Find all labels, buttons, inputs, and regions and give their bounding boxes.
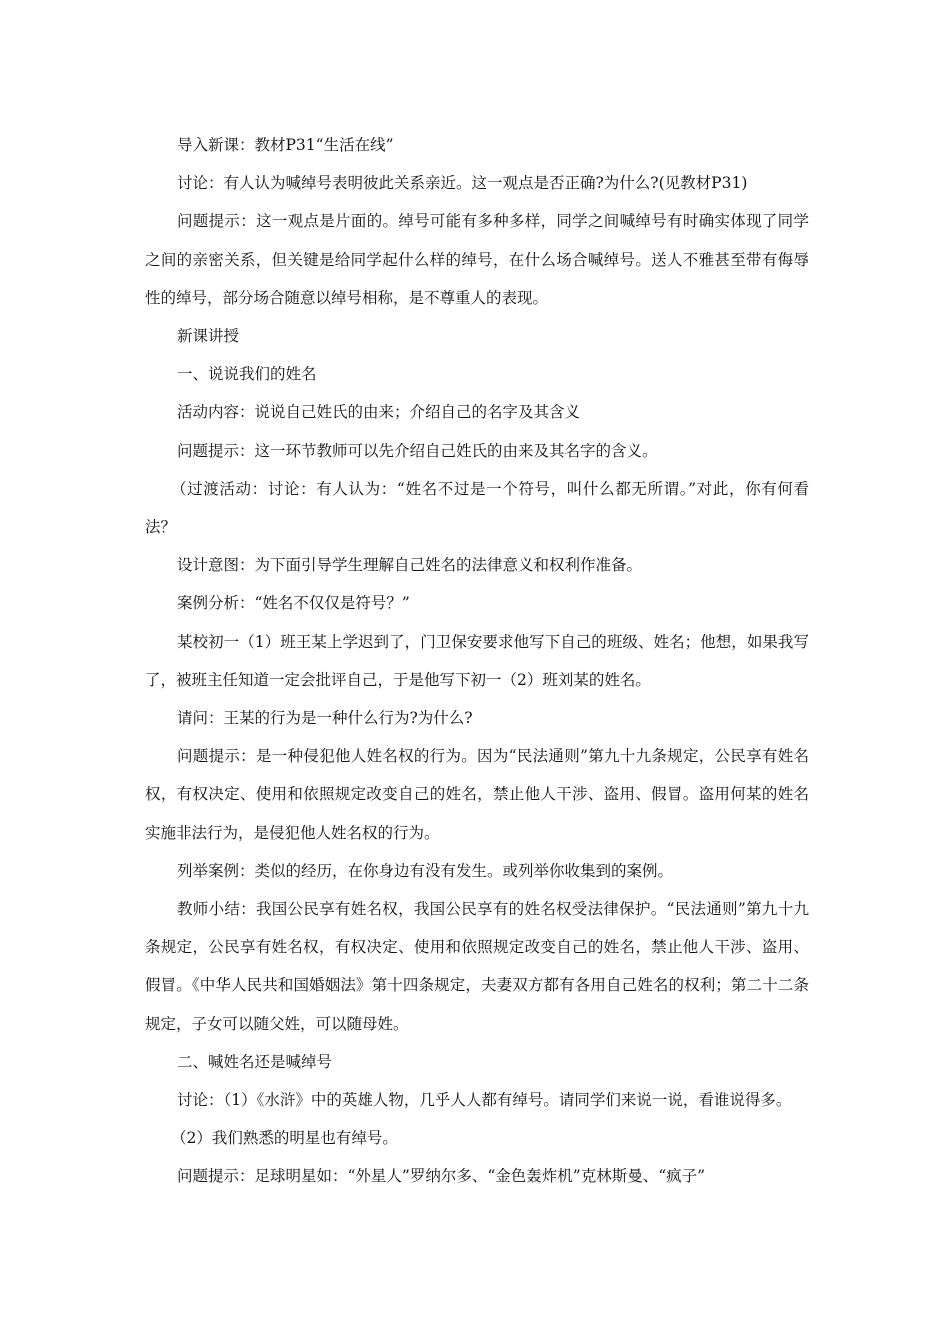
paragraph-teacher-summary: 教师小结：我国公民享有姓名权，我国公民享有的姓名权受法律保护。“民法通则”第九十九条规定，公民享有姓名权，有权决定、使用和依照规定改变自己的姓名，禁止他人干涉、盗用、假冒。《中华人民共和国婚姻法》第十四条规定，夫妻双方都有各用自己姓名的权利；第二十二条规定，子女可以随父姓，可以随母姓。 bbox=[145, 900, 809, 1033]
paragraph-discussion-shuihu: 讨论：（1）《水浒》中的英雄人物，几乎人人都有绰号。请同学们来说一说，看谁说得多。 bbox=[177, 1091, 792, 1110]
paragraph-transition: （过渡活动：讨论：有人认为：“姓名不过是一个符号，叫什么都无所谓。”对此，你有何看法？ bbox=[145, 479, 809, 537]
paragraph-design-intent: 设计意图：为下面引导学生理解自己姓名的法律意义和权利作准备。 bbox=[177, 556, 643, 575]
paragraph-hint-rights: 问题提示：是一种侵犯他人姓名权的行为。因为“民法通则”第九十九条规定，公民享有姓名权，有权决定、使用和依照规定改变自己的姓名，禁止他人干涉、盗用、假冒。盗用何某的姓名实施非法行为，是侵犯他人姓名权的行为。 bbox=[145, 747, 809, 842]
section-heading-nicknames: 二、喊姓名还是喊绰号 bbox=[177, 1052, 333, 1071]
paragraph-intro: 导入新课：教材P31“生活在线” bbox=[177, 136, 394, 154]
section-heading-names: 一、说说我们的姓名 bbox=[177, 365, 317, 384]
paragraph-hint-teacher: 问题提示：这一环节教师可以先介绍自己姓氏的由来及其名字的含义。 bbox=[177, 441, 658, 460]
document-body bbox=[145, 126, 809, 1196]
paragraph-list-cases: 列举案例：类似的经历，在你身边有没有发生。或列举你收集到的案例。 bbox=[177, 861, 674, 880]
paragraph-activity: 活动内容：说说自己姓氏的由来；介绍自己的名字及其含义 bbox=[177, 403, 581, 422]
paragraph-hint-football: 问题提示：足球明星如：“外星人”罗纳尔多、“金色轰炸机”克林斯曼、“疯子” bbox=[177, 1167, 706, 1186]
paragraph-question: 请问：王某的行为是一种什么行为?为什么? bbox=[177, 709, 473, 728]
paragraph-case-analysis: 案例分析：“姓名不仅仅是符号？” bbox=[177, 594, 410, 613]
paragraph-discussion: 讨论：有人认为喊绰号表明彼此关系亲近。这一观点是否正确?为什么?(见教材P31) bbox=[177, 174, 748, 193]
paragraph-case-story: 某校初一（1）班王某上学迟到了，门卫保安要求他写下自己的班级、姓名；他想，如果我写了，被班主任知道一定会批评自己，于是他写下初一（2）班刘某的姓名。 bbox=[145, 632, 809, 689]
paragraph-new-lesson: 新课讲授 bbox=[177, 327, 240, 346]
paragraph-stars: （2）我们熟悉的明星也有绰号。 bbox=[171, 1129, 398, 1148]
paragraph-hint-nickname: 问题提示：这一观点是片面的。绰号可能有多种多样，同学之间喊绰号有时确实体现了同学之间的亲密关系，但关键是给同学起什么样的绰号，在什么场合喊绰号。送人不雅甚至带有侮辱性的绰号，部分场合随意以绰号相称，是不尊重人的表现。 bbox=[145, 212, 809, 307]
